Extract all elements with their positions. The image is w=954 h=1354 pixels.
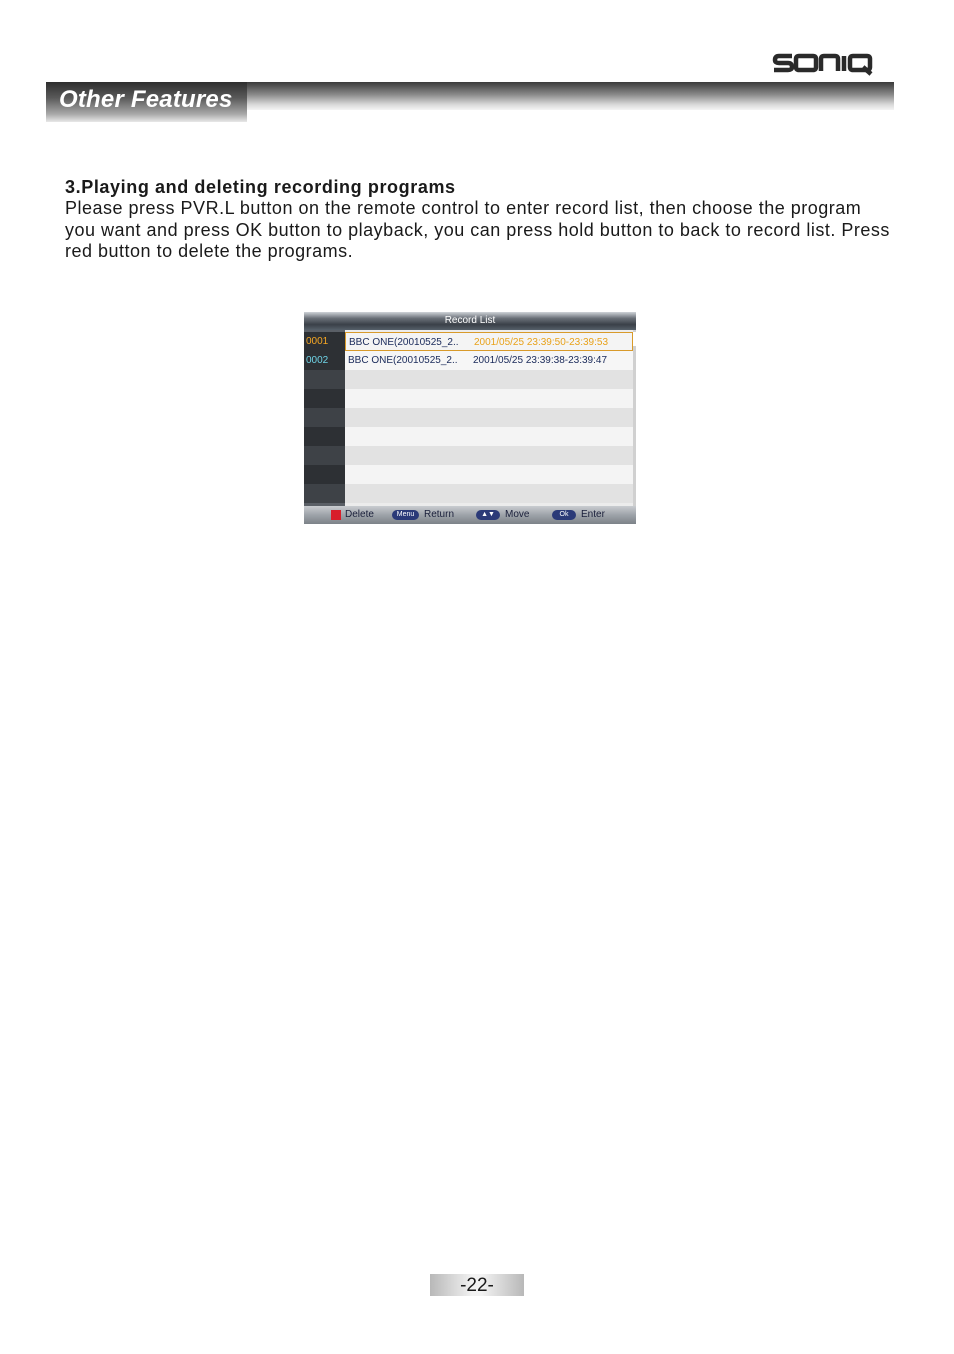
- record-number-text: 0002: [306, 355, 329, 366]
- enter-hint: Enter: [581, 509, 605, 520]
- soniq-logo: [772, 50, 876, 76]
- empty-row: [345, 427, 633, 446]
- record-number-column: [304, 330, 345, 506]
- record-list-titlebar: [304, 312, 636, 330]
- arrow-keys-icon: ▲▼: [476, 510, 500, 520]
- move-hint: Move: [505, 509, 530, 520]
- delete-hint: Delete: [345, 509, 374, 520]
- record-name: BBC ONE(20010525_2..: [348, 355, 458, 366]
- red-button-icon: [331, 510, 341, 520]
- empty-number-slot: [304, 389, 345, 408]
- record-time: 2001/05/25 23:39:38-23:39:47: [473, 355, 608, 366]
- empty-number-slot: [304, 465, 345, 484]
- record-row[interactable]: [345, 351, 633, 370]
- record-number[interactable]: [304, 351, 345, 370]
- record-list-title: Record List: [444, 315, 496, 326]
- record-list-scrollbar[interactable]: [633, 330, 636, 506]
- empty-row: [345, 446, 633, 465]
- page-title: Other Features: [59, 86, 233, 113]
- return-hint: Return: [424, 509, 455, 520]
- record-number-text: 0001: [306, 336, 329, 347]
- section-heading: 3.Playing and deleting recording programs: [65, 177, 456, 197]
- record-list-footer: [304, 506, 636, 524]
- empty-number-slot: [304, 427, 345, 446]
- section-body: Please press PVR.L button on the remote control to enter record list, then choose the program you want and press OK button to playback, you can press hold button to back to record list. Press red button to delete the programs.: [65, 198, 890, 261]
- empty-row: [345, 389, 633, 408]
- record-row-selected[interactable]: [345, 332, 633, 351]
- record-time: 2001/05/25 23:39:50-23:39:53: [474, 337, 609, 348]
- scrollbar-thumb[interactable]: [633, 332, 636, 346]
- empty-row: [345, 370, 633, 389]
- page-number: -22-: [460, 1275, 494, 1296]
- empty-number-slot: [304, 370, 345, 389]
- record-number[interactable]: [304, 332, 345, 351]
- empty-row: [345, 408, 633, 427]
- menu-key-icon: Menu: [392, 510, 419, 520]
- ok-key-icon: Ok: [552, 510, 576, 520]
- empty-number-slot: [304, 408, 345, 427]
- empty-number-slot: [304, 484, 345, 503]
- record-list-screen: [304, 312, 636, 524]
- empty-number-slot: [304, 446, 345, 465]
- empty-row: [345, 465, 633, 484]
- record-list-body: [304, 330, 636, 506]
- record-name: BBC ONE(20010525_2..: [349, 337, 459, 348]
- record-list: [345, 330, 633, 506]
- empty-row: [345, 484, 633, 503]
